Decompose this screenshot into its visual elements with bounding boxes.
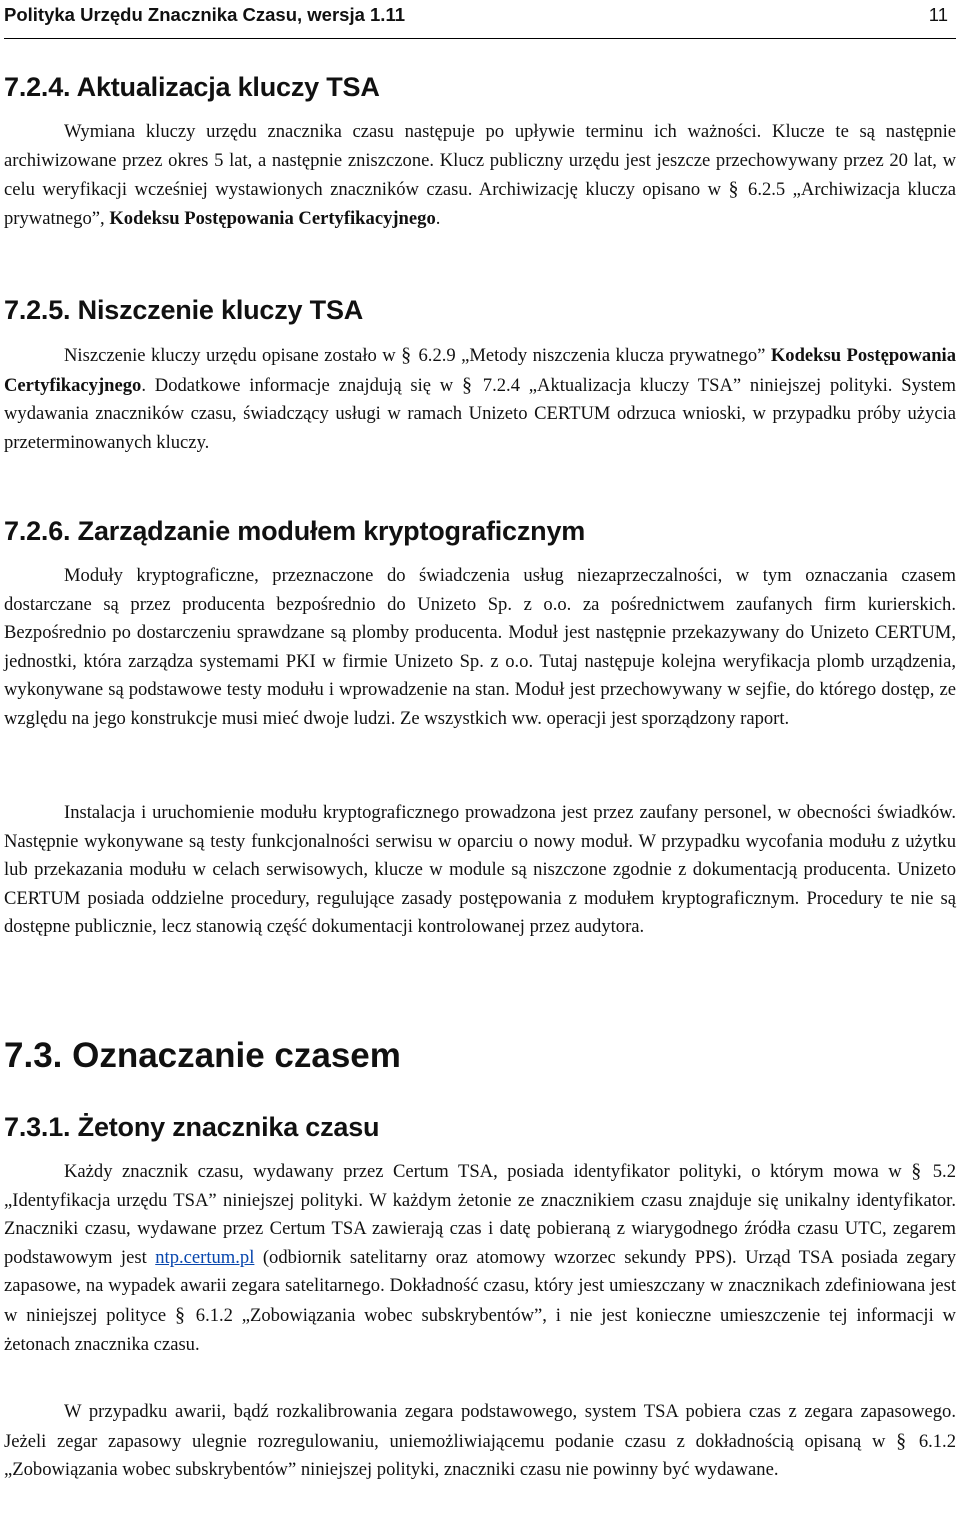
paragraph-7-2-4: Wymiana kluczy urzędu znacznika czasu następuje po upływie terminu ich ważności. Klucze te są następnie archiwizowane przez okres 5 lat, a następnie zniszczone. Klucz publiczny urzędu jest jeszcze przechowywany przez 20 lat, w celu weryfikacji wcześniej wystawionych znaczników czasu. Archiwizację kluczy opisano w § 6.2.5 „Archiwizacja klucza prywatnego”, Kodeksu Postępowania Certyfikacyjnego. bbox=[4, 121, 956, 229]
paragraph-7-2-6-a: Moduły kryptograficzne, przeznaczone do świadczenia usług niezaprzeczalności, w tym oznaczania czasem dostarczane są przez producenta bezpośrednio do Unizeto Sp. z o.o. za pośrednictwem zaufanych firm kurierskich. Bezpośrednio po dostarczeniu sprawdzane są plomby producenta. Moduł jest następnie przekazywany do Unizeto CERTUM, jednostki, która zarządza systemami PKI w firmie Unizeto Sp. z o.o. Tutaj następuje kolejna weryfikacja plomb urządzenia, wykonywane są podstawowe testy modułu i wprowadzenie na stan. Moduł jest przechowywany w sejfie, do którego dostęp, ze względu na jego konstrukcje musi mieć dwoje ludzi. Ze wszystkich ww. operacji jest sporządzony raport. bbox=[4, 565, 956, 729]
heading-7-3-1: 7.3.1. Żetony znacznika czasu bbox=[4, 1112, 380, 1142]
ntp-link[interactable]: ntp.certum.pl bbox=[155, 1246, 255, 1268]
code-reference: Kodeksu Postępowania Certyfikacyjnego bbox=[109, 207, 436, 229]
header-title: Polityka Urzędu Znacznika Czasu, wersja 1.11 bbox=[4, 4, 406, 25]
section-sign: § bbox=[896, 1429, 907, 1452]
heading-7-2-6: 7.2.6. Zarządzanie modułem kryptograficznym bbox=[4, 516, 586, 546]
heading-7-2-4: 7.2.4. Aktualizacja kluczy TSA bbox=[4, 72, 380, 102]
section-sign: § bbox=[728, 178, 739, 201]
heading-7-2-5: 7.2.5. Niszczenie kluczy TSA bbox=[4, 295, 364, 325]
paragraph-7-2-5: Niszczenie kluczy urzędu opisane zostało w § 6.2.9 „Metody niszczenia klucza prywatnego” Kodeksu Postępowania Certyfikacyjnego. Dodatkowe informacje znajdują się w § 7.2.4 „Aktualizacja kluczy TSA” niniejszej polityki. System wydawania znaczników czasu, świadczący usługi w ramach Unizeto CERTUM odrzuca wnioski, w przypadku próby użycia przeterminowanych kluczy. bbox=[4, 344, 957, 453]
section-sign: § bbox=[401, 344, 412, 366]
section-sign: § bbox=[462, 373, 473, 396]
section-sign: § bbox=[911, 1160, 922, 1182]
cross-reference: 6.2.5 „Archiwizacja klucza prywatnego”, bbox=[4, 179, 956, 229]
code-reference: Kodeksu Postępowania Certyfikacyjnego bbox=[4, 345, 957, 396]
section-sign: § bbox=[174, 1303, 185, 1326]
cross-reference: 6.2.9 „Metody niszczenia klucza prywatnego” bbox=[418, 345, 771, 366]
running-header bbox=[4, 0, 956, 39]
page-number: 11 bbox=[928, 4, 948, 25]
paragraph-7-3-1-b: W przypadku awarii, bądź rozkalibrowania zegara podstawowego, system TSA pobiera czas z zegara zapasowego. Jeżeli zegar zapasowy ulegnie rozregulowaniu, uniemożliwiającemu podanie czasu z dokładnością opisaną w § 6.1.2 „Zobowiązania wobec subskrybentów” niniejszej polityki, znaczniki czasu nie powinny być wydawane. bbox=[4, 1401, 956, 1481]
paragraph-7-2-6-b: Instalacja i uruchomienie modułu kryptograficznego prowadzona jest przez zaufany personel, w obecności świadków. Następnie wykonywane są testy funkcjonalności serwisu w oparciu o nowy moduł. W przypadku wycofania modułu z użytku lub przekazania modułu w celach serwisowych, klucze w module są niszczone zgodnie z dokumentacją producenta. Unizeto CERTUM posiada oddzielne procedury, regulujące zasady postępowania z modułem kryptograficznym. Procedury te nie są dostępne publicznie, lecz stanowią część dokumentacji kontrolowanej przez audytora. bbox=[4, 802, 956, 938]
paragraph-7-3-1-a: Każdy znacznik czasu, wydawany przez Certum TSA, posiada identyfikator polityki, o którym mowa w § 5.2 „Identyfikacja urzędu TSA” niniejszej polityki. W każdym żetonie ze znacznikiem czasu znajduje się unikalny identyfikator. Znaczniki czasu, wydawane przez Certum TSA zawierają czas i datę pobieraną z wiarygodnego źródła czasu UTC, zegarem podstawowym jest ntp.certum.pl (odbiornik satelitarny oraz atomowy wzorzec sekundy PPS). Urząd TSA posiada zegary zapasowe, na wypadek awarii zegara satelitarnego. Dokładność czasu, który jest umieszczany w znacznikach zdefiniowana jest w niniejszej polityce § 6.1.2 „Zobowiązania wobec subskrybentów”, i nie jest konieczne umieszczenie tej informacji w żetonach znacznika czasu. bbox=[4, 1160, 957, 1355]
heading-7-3: 7.3. Oznaczanie czasem bbox=[4, 1036, 401, 1075]
